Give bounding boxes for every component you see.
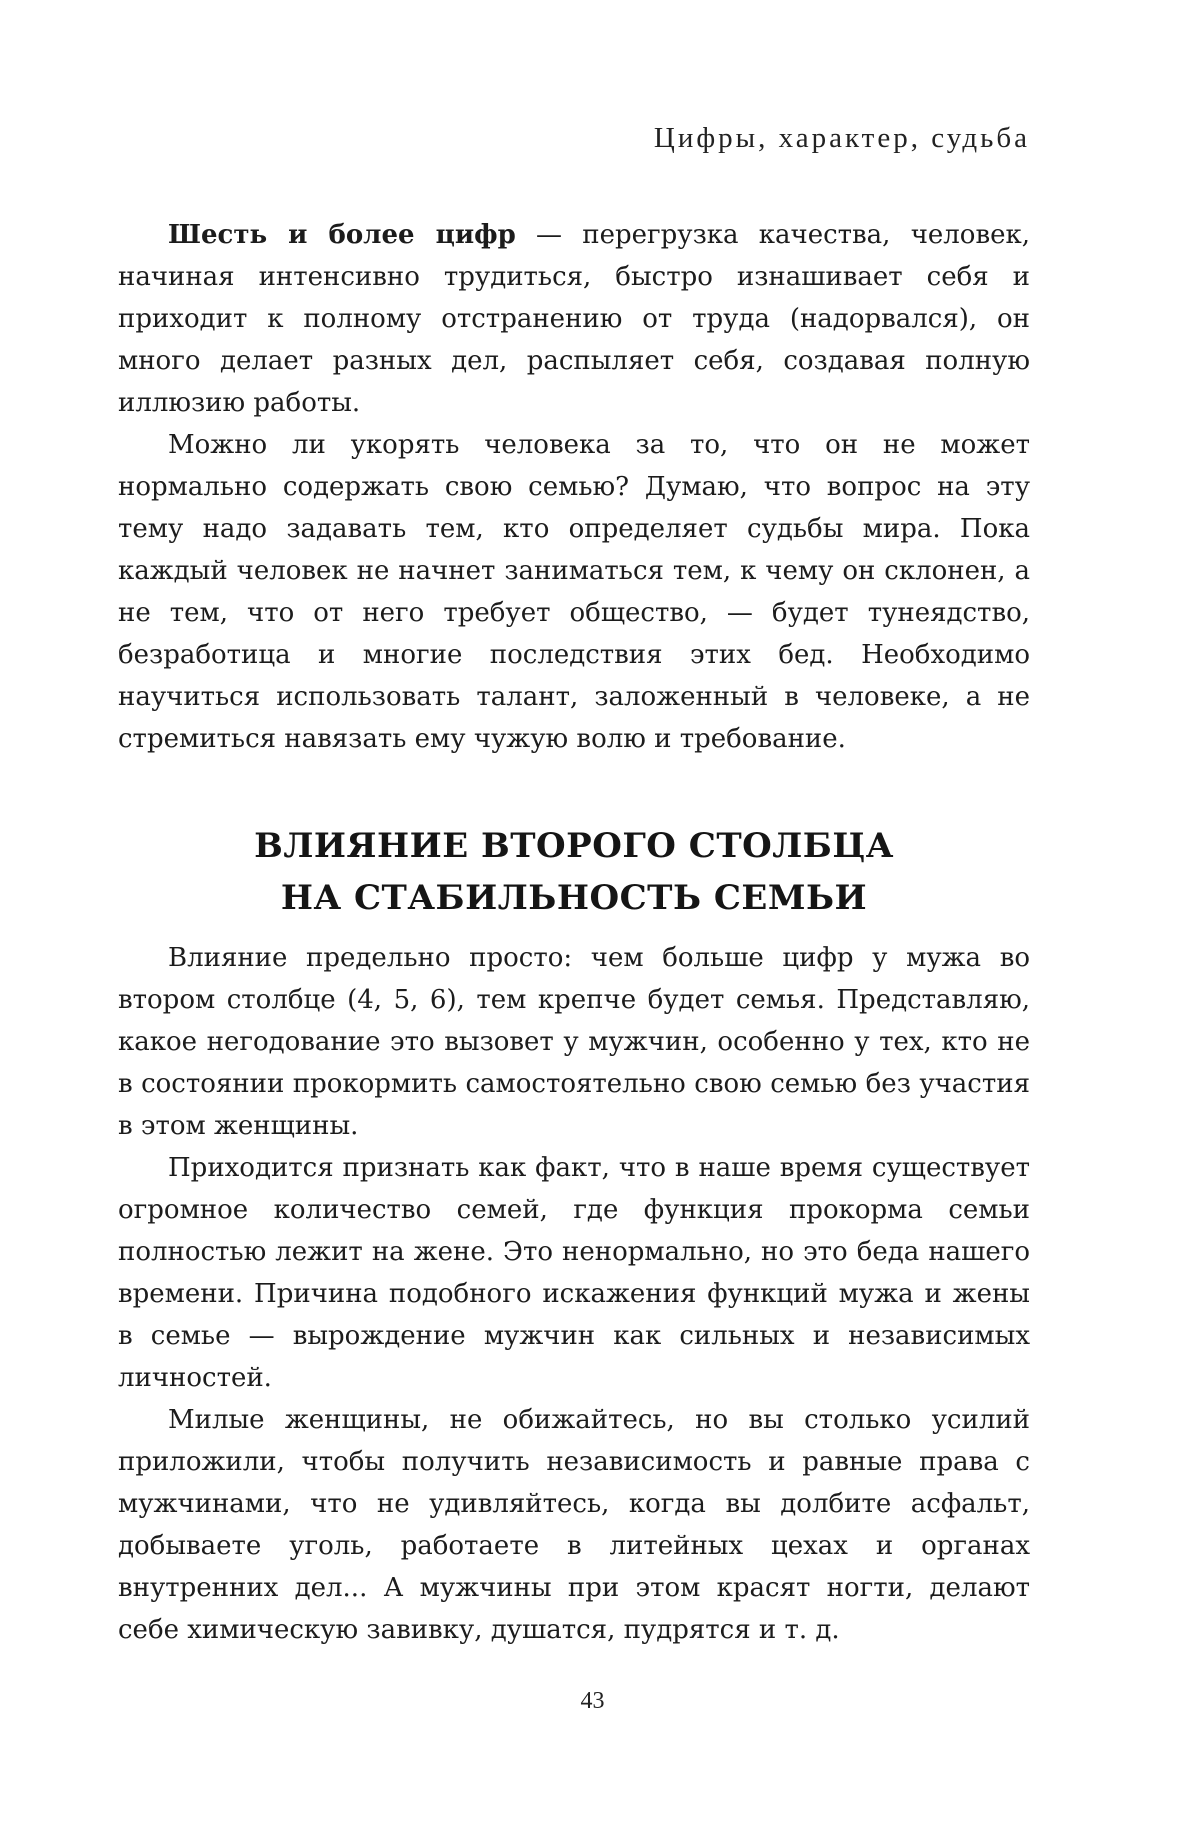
- paragraph: Влияние предельно просто: чем больше цифр у мужа во втором столбце (4, 5, 6), тем крепче будет семья. Представляю, какое негодование это вызовет у мужчин, особенно у тех, кто не в состоянии прокормить самостоятельно свою семью без участия в этом женщины.: [118, 943, 1030, 1141]
- section-heading: [118, 820, 1030, 924]
- paragraph-text: — перегрузка качества, человек, начиная интенсивно трудиться, быстро изнашивает себя и приходит к полному отстранению от труда (надорвался), он много делает разных дел, распыляет себя, создавая полную иллюзию работы.: [118, 220, 1030, 418]
- running-header: Цифры, характер, судьба: [653, 122, 1030, 154]
- section-heading-line: НА СТАБИЛЬНОСТЬ СЕМЬИ: [280, 878, 868, 918]
- paragraph: [118, 214, 1030, 424]
- section-heading-line: ВЛИЯНИЕ ВТОРОГО СТОЛБЦА: [254, 826, 894, 866]
- paragraph: Милые женщины, не обижайтесь, но вы столько усилий приложили, чтобы получить независимость и равные права с мужчинами, что не удивляйтесь, когда вы долбите асфальт, добываете уголь, работаете в литейных цехах и органах внутренних дел... А мужчины при этом красят ногти, делают себе химическую завивку, душатся, пудрятся и т. д.: [118, 1405, 1030, 1645]
- bottom-text-block: [118, 937, 1030, 1651]
- page-number: 43: [580, 1688, 605, 1714]
- paragraph: Можно ли укорять человека за то, что он не может нормально содержать свою семью? Думаю, что вопрос на эту тему надо задавать тем, кто определяет судьбы мира. Пока каждый человек не начнет заниматься тем, к чему он склонен, а не тем, что от него требует общество, — будет тунеядство, безработица и многие последствия этих бед. Необходимо научиться использовать талант, заложенный в человеке, а не стремиться навязать ему чужую волю и требование.: [118, 430, 1030, 754]
- bold-lead: Шесть и более цифр: [168, 220, 516, 250]
- top-text-block: [118, 214, 1030, 760]
- paragraph: Приходится признать как факт, что в наше время существует огромное количество семей, где функция прокорма семьи полностью лежит на жене. Это ненормально, но это беда нашего времени. Причина подобного искажения функций мужа и жены в семье — вырождение мужчин как сильных и независимых личностей.: [118, 1153, 1030, 1393]
